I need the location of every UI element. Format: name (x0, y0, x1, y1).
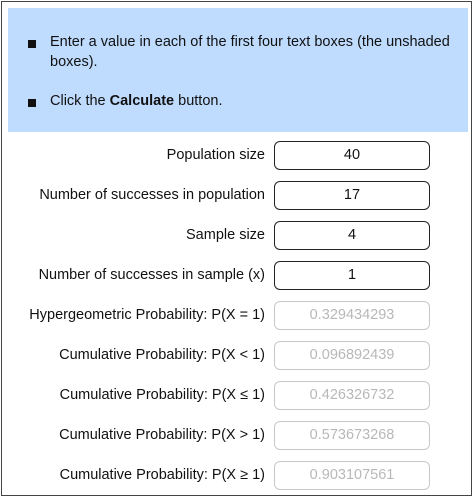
instruction-click-calculate: Click the Calculate button. (50, 93, 223, 109)
population-size-input[interactable]: 40 (274, 141, 430, 170)
instruction-enter-values: Enter a value in each of the first four text boxes (the unshaded boxes). (50, 34, 450, 70)
cumulative-at-most-row (2, 381, 473, 411)
population-size-row (2, 141, 473, 171)
sample-size-input[interactable]: 4 (274, 221, 430, 250)
successes-in-population-label: Number of successes in population (39, 187, 265, 203)
cumulative-greater-than-output: 0.573673268 (274, 421, 430, 450)
sample-size-label: Sample size (186, 227, 265, 243)
cumulative-greater-than-row (2, 421, 473, 451)
cumulative-at-least-label: Cumulative Probability: P(X ≥ 1) (59, 467, 265, 483)
cumulative-less-than-row (2, 341, 473, 371)
hypergeometric-probability-row (2, 301, 473, 331)
cumulative-at-most-output: 0.426326732 (274, 381, 430, 410)
successes-in-sample-row (2, 261, 473, 291)
successes-in-sample-label: Number of successes in sample (x) (38, 267, 265, 283)
sample-size-row (2, 221, 473, 251)
cumulative-less-than-output: 0.096892439 (274, 341, 430, 370)
cumulative-less-than-label: Cumulative Probability: P(X < 1) (59, 347, 265, 363)
calculate-keyword: Calculate (109, 93, 175, 109)
calculator-panel (1, 1, 472, 496)
successes-in-population-input[interactable]: 17 (274, 181, 430, 210)
cumulative-greater-than-label: Cumulative Probability: P(X > 1) (59, 427, 265, 443)
hypergeometric-probability-label: Hypergeometric Probability: P(X = 1) (29, 307, 265, 323)
cumulative-at-least-output: 0.903107561 (274, 461, 430, 490)
cumulative-at-least-row (2, 461, 473, 491)
population-size-label: Population size (166, 147, 265, 163)
successes-in-population-row (2, 181, 473, 211)
bullet-marker (28, 40, 36, 48)
bullet-marker (28, 99, 36, 107)
cumulative-at-most-label: Cumulative Probability: P(X ≤ 1) (59, 387, 265, 403)
instructions-box (8, 8, 468, 132)
hypergeometric-probability-output: 0.329434293 (274, 301, 430, 330)
successes-in-sample-input[interactable]: 1 (274, 261, 430, 290)
